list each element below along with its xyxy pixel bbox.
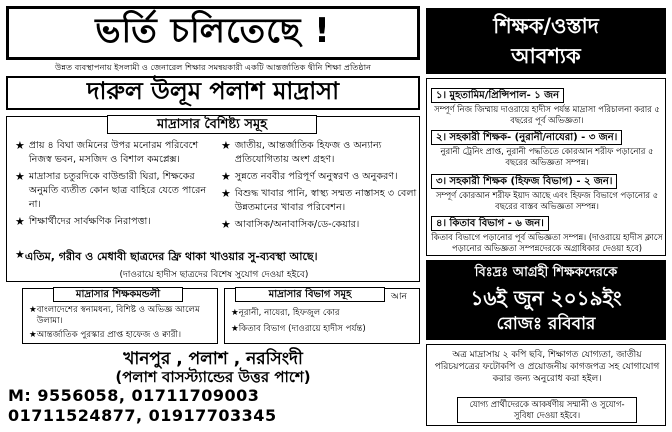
job-title: ২। সহকারী শিক্ষক- (নুরানী/নাযেরা) - ৩ জন। [431,130,622,145]
job-item [431,169,663,211]
star-icon: ★ [29,330,37,340]
recruitment-header [426,8,666,74]
features-left-list [15,139,211,232]
application-instructions [426,344,666,426]
benefits-note: যোগ্য প্রার্থীদেরকে আকর্ষণীয় সম্মানী ও সুযোগ-সুবিধা দেওয়া হইবে। [457,397,637,423]
list-item: ★ কিতাব বিভাগ (দাওরায়ে হাদীস পর্যন্ত) [231,324,366,334]
institution-tagline: উন্নত ব্যবস্থাপনায় ইসলামী ও জেনারেল শিক্ষার সমন্বয়কারী একটি আন্তর্জাতিক দ্বীনি শিক্ষা প্রতিষ্ঠান [54,62,372,72]
teachers-list [29,305,215,344]
address-landmark: (পলাশ বাসস্ট্যান্ডের উত্তর পাশে) [115,368,311,386]
star-icon: ★ [231,308,239,318]
application-text: অত্র মাদ্রাসায় ২ কপি ছবি, শিক্ষাগত যোগ্যতা, জাতীয় পরিচয়পত্রের ফটোকপি ও প্রয়োজনীয় কাগজপত্র সহ যোগাযোগ করার জন্য অনুরোধ করা হইল। [434,350,660,384]
feature-item: ★ জাতীয়, আন্তর্জাতিক হিফজ ও অন্যান্য প্রতিযোগিতায় অংশ গ্রহণ। [221,139,382,165]
phone-numbers [8,386,422,426]
star-icon: ★ [29,305,37,315]
interview-intro: বিঃদ্রঃ আগ্রহী শিক্ষকদেরকে [474,265,618,280]
teachers-title: মাদ্রাসার শিক্ষকমন্ডলী [53,287,183,302]
feature-item: ★ প্রায় ৪ বিঘা জমিনের উপর মনোরম পরিবেশে নিজস্ব ভবন, মসজিদ ও বিশাল কমপ্লেক্স। [15,139,199,165]
features-right-list [221,139,417,235]
star-icon: ★ [15,139,25,152]
feature-item: ★ শিক্ষার্থীদের সার্বক্ষণিক নিরাপত্তা। [15,215,151,228]
admission-headline: ভর্তি চলিতেছে ! [6,6,420,60]
job-title: ১। মুহতামিম/প্রিন্সিপাল- ১ জন [431,88,564,103]
job-openings [426,78,666,256]
dawra-note: (দাওরায়ে হাদীস ছাত্রদের বিশেষ সুযোগ দেওয়া হইবে) [119,270,309,280]
job-description: কিতাব বিভাগে পড়ানোর পূর্ব অভিজ্ঞতা সম্পন্ন। (দাওরায়ে হাদীস ক্লাসে পড়ানোর অভিজ্ঞতা সম্পন্নদেরকে অগ্রাধিকার দেওয়া হবে) [431,232,663,253]
star-icon: ★ [221,170,231,183]
phone-line: 01711524877, 01917703345 [8,406,277,425]
star-icon: ★ [221,139,231,152]
job-title: ৪। কিতাব বিভাগ - ৬ জন। [431,216,549,231]
recruitment-subtitle: আবশ্যক [511,44,581,68]
departments-extra: আন [391,292,407,302]
features-section [6,116,420,282]
list-item: ★ বাংলাদেশের স্বনামধন্য, বিশিষ্ট ও অভিজ্ঞ আলেম উলামা। [29,305,200,326]
phone-line: M: 9556058, 01711709003 [8,386,260,405]
feature-item: ★ সুন্নতে নববীর পরিপূর্ণ অনুস্বরণ ও অনুকরণ। [221,170,398,183]
job-item [431,83,663,125]
job-item [431,125,663,167]
star-icon: ★ [15,215,25,228]
job-description: সম্পূর্ণ নিজ জিম্মায় দাওরায়ে হাদীস পর্যন্ত মাদ্রাসা পরিচালনা করার ৫ বছরের পূর্ব অভিজ্ঞতা। [434,104,660,125]
feature-item: ★ বিশুদ্ধ খাবার পানি, স্বাস্থ্য সম্মত নাস্তাসহ ৩ বেলা উন্নতমানের খাবার পরিবেশন। [221,187,417,213]
free-boarding-feature: ★ এতিম, গরীব ও মেধাবী ছাত্রদের ফ্রি থাকা খাওয়ার সু-ব্যবস্থা আছে। [15,248,318,263]
departments-title: মাদ্রাসার বিভাগ সমূহ [235,287,385,302]
star-icon: ★ [221,218,231,231]
job-item [431,211,663,253]
madrasa-name: দারুল উলূম পলাশ মাদ্রাসা [6,76,420,110]
star-icon: ★ [15,170,25,183]
teachers-section [22,288,218,344]
job-title: ৩। সহকারী শিক্ষক (হিফজ বিভাগ) - ২ জন। [431,174,617,189]
interview-notice [426,260,666,340]
feature-item: ★ মাদ্রাসার চতুরদিকে বাউন্ডারী ঘিরা, শিক্ষকের অনুমতি ব্যতীত কোন ছাত্র বাহিরে যেতে পারেন না। [15,170,207,210]
star-icon: ★ [221,187,231,200]
departments-list [231,307,417,339]
star-icon: ★ [15,248,25,261]
interview-date: ১৬ই জুন ২০১৯ইং [470,286,622,310]
job-description: নুরানী ট্রেনিং প্রাপ্ত, নুরানী পদ্ধতিতে কোরআন শরীফ পড়ানোর ৫ বছরের অভিজ্ঞতা সম্পন্ন। [440,146,654,167]
list-item: ★ আন্তর্জাতিক পুরস্কার প্রাপ্ত হাফেজ ও ক্বারী। [29,330,182,340]
interview-day: রোজঃ রবিবার [496,314,596,334]
feature-item: ★ আবাসিক/অনাবাসিক/ডে-কেয়ার। [221,218,360,231]
job-description: সম্পূর্ণ কোরআন শরীফ ইয়াদ আছে এবং হিফজ বিভাগে পড়ানোর ৫ বছরের বাস্তব অভিজ্ঞতা সম্পন্ন। [435,190,659,211]
recruitment-title: শিক্ষক/ওস্তাদ [493,14,599,38]
departments-section [224,288,420,344]
list-item: ★ নূরানী, নাযেরা, হিফজুল কোর [231,308,340,318]
features-title: মাদ্রাসার বৈশিষ্ট্য সমূহ [107,115,317,134]
address-line: খানপুর , পলাশ , নরসিংদী [123,349,303,369]
star-icon: ★ [231,324,239,334]
